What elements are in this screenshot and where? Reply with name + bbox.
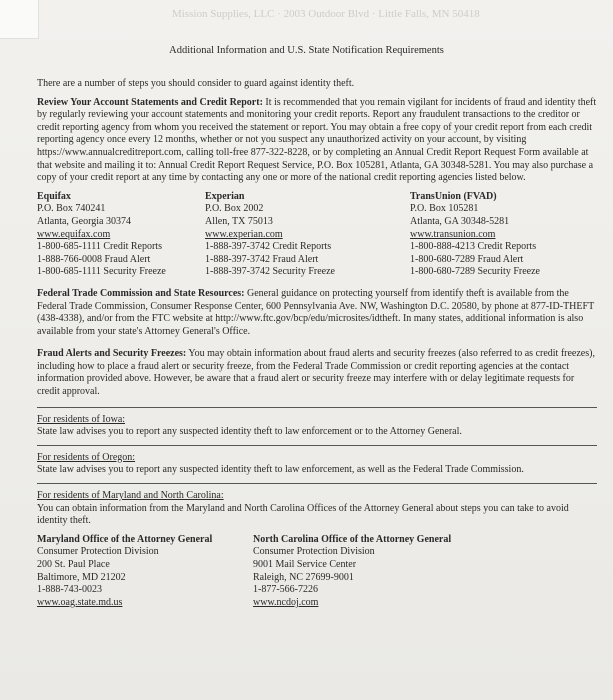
office-division: Consumer Protection Division bbox=[37, 546, 159, 558]
agency-phone: 1-888-397-3742 Fraud Alert bbox=[205, 253, 319, 265]
office-street: 200 St. Paul Place bbox=[37, 559, 110, 570]
agency-city: Atlanta, Georgia 30374 bbox=[37, 215, 131, 227]
agency-url-link[interactable]: www.transunion.com bbox=[410, 228, 496, 240]
agency-city: Atlanta, GA 30348-5281 bbox=[410, 215, 510, 227]
ftc-heading: Federal Trade Commission and State Resources: bbox=[37, 287, 245, 299]
office-north-carolina bbox=[253, 534, 553, 610]
review-section bbox=[37, 97, 597, 185]
iowa-heading: For residents of Iowa: bbox=[37, 413, 126, 425]
office-name: North Carolina Office of the Attorney General bbox=[253, 533, 452, 545]
fraud-heading: Fraud Alerts and Security Freezes: bbox=[37, 348, 187, 360]
agency-phone: 1-888-766-0008 Fraud Alert bbox=[37, 253, 151, 265]
divider bbox=[37, 445, 597, 446]
office-name: Maryland Office of the Attorney General bbox=[37, 533, 213, 545]
agency-name: TransUnion (FVAD) bbox=[410, 190, 497, 202]
agency-phone: 1-800-685-1111 Security Freeze bbox=[37, 266, 166, 278]
office-maryland bbox=[37, 534, 253, 610]
office-phone: 1-877-566-7226 bbox=[253, 584, 318, 596]
agency-box: P.O. Box 2002 bbox=[205, 203, 264, 215]
review-heading: Review Your Account Statements and Credit Report: bbox=[37, 96, 263, 108]
agency-city: Allen, TX 75013 bbox=[205, 215, 273, 227]
divider bbox=[37, 483, 597, 484]
office-city: Raleigh, NC 27699-9001 bbox=[253, 571, 354, 583]
divider bbox=[37, 407, 597, 408]
office-division: Consumer Protection Division bbox=[253, 546, 375, 558]
agency-phone: 1-888-397-3742 Security Freeze bbox=[205, 266, 335, 278]
faded-letterhead: Mission Supplies, LLC · 2003 Outdoor Blvd · Little Falls, MN 50418 bbox=[172, 8, 480, 20]
office-url-link[interactable]: www.ncdoj.com bbox=[253, 596, 319, 608]
letter-body bbox=[37, 78, 597, 609]
attorney-general-offices bbox=[37, 534, 597, 610]
review-body: It is recommended that you remain vigilant for incidents of fraud and identity theft by regularly reviewing your account statements and monitoring your credit reports. Report any fraudulent transactions to the creditor or credit reporting agency from whom you received the statement or report. You may obtain a free copy of your credit report from each credit reporting agency once every 12 months, whether or not you suspect any unauthorized activity on your account, by visiting https://www.annualcreditreport.com, calling toll-free 877-322-8228, or by completing an Annual Credit Report Request Form available at that website and mailing it to: Annual Credit Report Request Service, P.O. Box 105281, Atlanta, GA 30348-5281. You may also purchase a copy of your credit report at any time by contacting any one or more of the national credit reporting agencies listed below. bbox=[37, 96, 597, 184]
page-title: Additional Information and U.S. State Notification Requirements bbox=[169, 45, 444, 56]
agency-equifax bbox=[37, 191, 205, 279]
agency-phone: 1-800-888-4213 Credit Reports bbox=[410, 241, 537, 253]
credit-agencies bbox=[37, 191, 597, 279]
oregon-body: State law advises you to report any suspected identity theft to law enforcement, as well as the Federal Trade Commission. bbox=[37, 464, 524, 476]
fraud-section bbox=[37, 348, 597, 398]
agency-box: P.O. Box 105281 bbox=[410, 203, 479, 215]
oregon-heading: For residents of Oregon: bbox=[37, 451, 136, 463]
agency-phone: 1-888-397-3742 Credit Reports bbox=[205, 241, 332, 253]
office-url-link[interactable]: www.oag.state.md.us bbox=[37, 596, 123, 608]
agency-url-link[interactable]: www.experian.com bbox=[205, 228, 283, 240]
agency-phone: 1-800-680-7289 Fraud Alert bbox=[410, 253, 524, 265]
ftc-section bbox=[37, 288, 597, 338]
fraud-body: You may obtain information about fraud alerts and security freezes (also referred to as credit freezes), including how to place a fraud alert or security freeze, from the Federal Trade Commission or credit reporting agencies at the contact information provided above. However, be aware that a fraud alert or security freeze may interfere with or delay legitimate requests for credit approval. bbox=[37, 348, 595, 398]
corner-patch bbox=[0, 0, 39, 39]
office-phone: 1-888-743-0023 bbox=[37, 584, 102, 596]
office-city: Baltimore, MD 21202 bbox=[37, 571, 126, 583]
agency-phone: 1-800-680-7289 Security Freeze bbox=[410, 266, 540, 278]
agency-experian bbox=[205, 191, 410, 279]
agency-phone: 1-800-685-1111 Credit Reports bbox=[37, 241, 162, 253]
agency-name: Equifax bbox=[37, 190, 71, 202]
agency-url-link[interactable]: www.equifax.com bbox=[37, 228, 111, 240]
intro-text: There are a number of steps you should consider to guard against identity theft. bbox=[37, 78, 355, 89]
iowa-body: State law advises you to report any suspected identity theft to law enforcement or to the Attorney General. bbox=[37, 426, 462, 438]
maryland-nc-body: You can obtain information from the Maryland and North Carolina Offices of the Attorney General about steps you can take to avoid identity theft. bbox=[37, 502, 569, 527]
office-street: 9001 Mail Service Center bbox=[253, 559, 357, 570]
agency-transunion bbox=[410, 191, 597, 279]
ftc-body: General guidance on protecting yourself from identify theft is available from the Federal Trade Commission, Consumer Response Center, 600 Pennsylvania Ave. NW, Washington D.C. 20580, by phone at 877-ID-THEFT (438-4338), and/or from the FTC website at http://www.ftc.gov/bcp/edu/microsites/idtheft. In many states, additional information is also available from your state's Attorney General's Office. bbox=[37, 287, 594, 337]
agency-box: P.O. Box 740241 bbox=[37, 203, 106, 215]
maryland-nc-heading: For residents of Maryland and North Carolina: bbox=[37, 490, 224, 502]
agency-name: Experian bbox=[205, 190, 245, 202]
